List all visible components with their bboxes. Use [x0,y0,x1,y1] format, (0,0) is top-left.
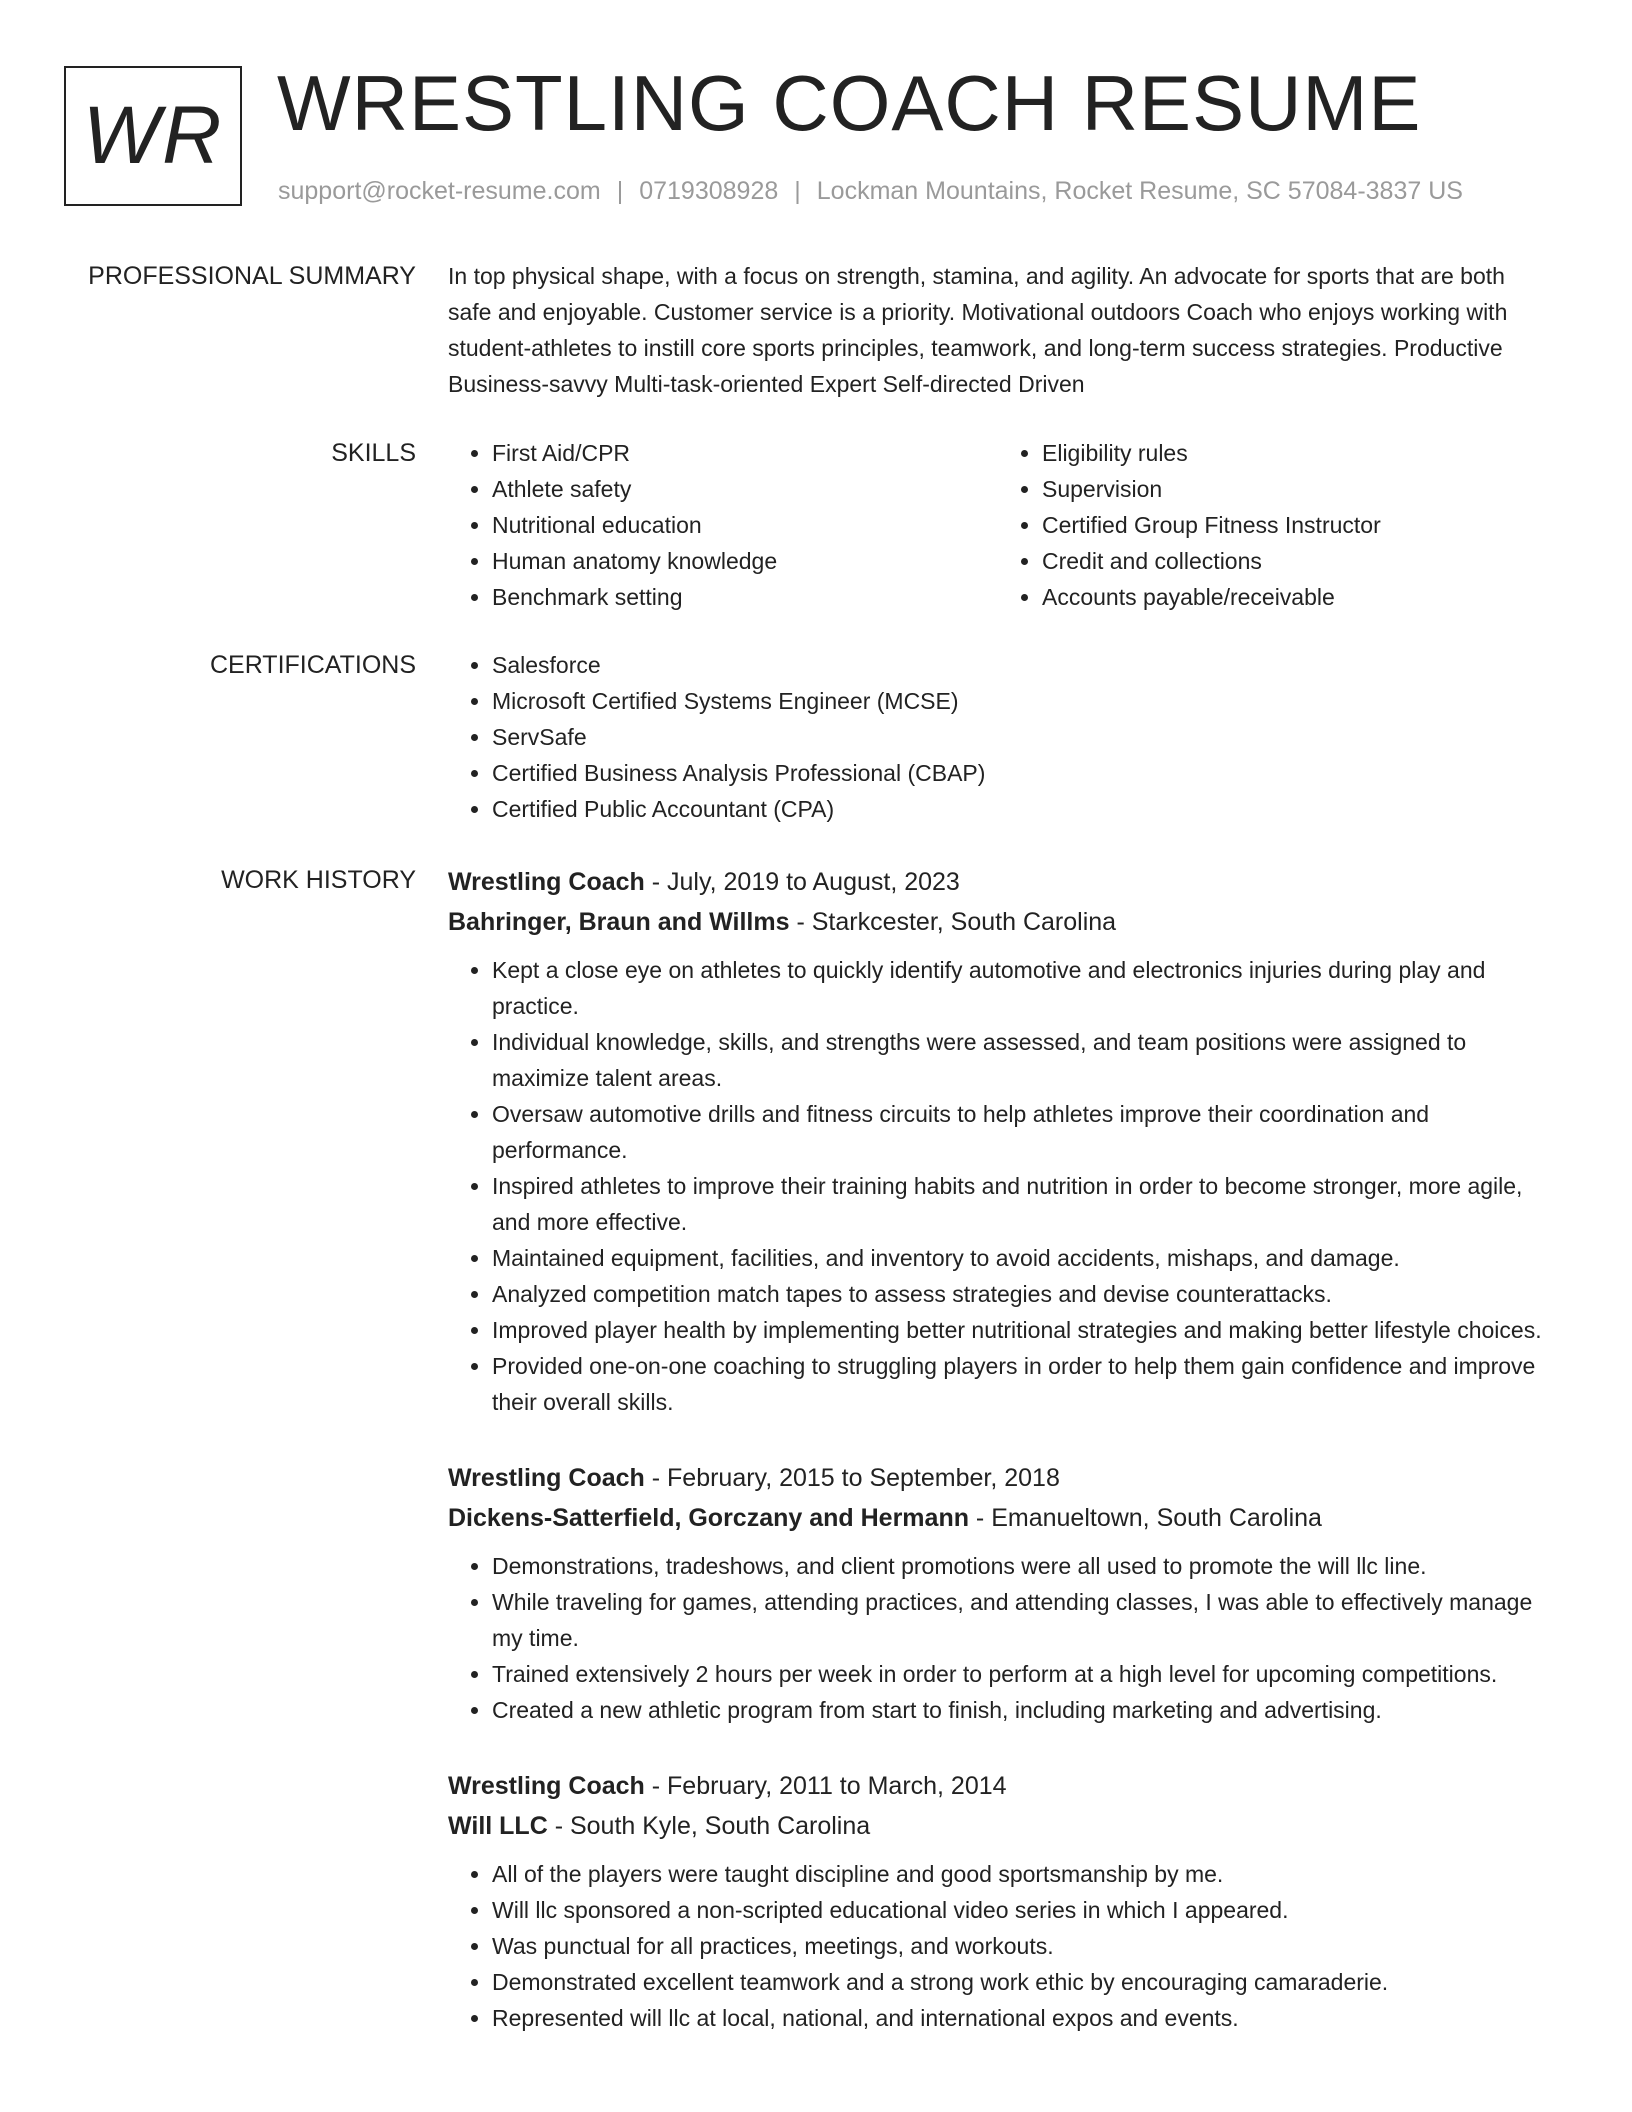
certification-item: • ServSafe [492,719,1548,755]
monogram-box [64,66,242,206]
job-title: Wrestling Coach [448,1464,645,1492]
certifications-list [448,647,1548,827]
job-bullet: • Kept a close eye on athletes to quickly identify automotive and electronics injuries during play and practice. [492,952,1548,1024]
job-dates: - February, 2015 to September, 2018 [644,1464,1060,1492]
skill-item: • Credit and collections [1042,543,1548,579]
job-bullet: • Represented will llc at local, national, and international expos and events. [492,2000,1548,2036]
job-location: - Emanueltown, South Carolina [968,1504,1322,1532]
job-bullet: • Improved player health by implementing better nutritional strategies and making better lifestyle choices. [492,1312,1548,1348]
skill-item: • Certified Group Fitness Instructor [1042,507,1548,543]
job-bullet: • Individual knowledge, skills, and strengths were assessed, and team positions were assigned to maximize talent areas. [492,1024,1548,1096]
job-location: - Starkcester, South Carolina [789,908,1117,936]
certification-item: • Certified Public Accountant (CPA) [492,791,1548,827]
skill-item: • Supervision [1042,471,1548,507]
job-bullet: • Inspired athletes to improve their training habits and nutrition in order to become stronger, more agile, and more effective. [492,1168,1548,1240]
job-company-line [448,902,1548,942]
contact-address: Lockman Mountains, Rocket Resume, SC 57084-3837 US [816,177,1463,205]
job-bullets [448,1548,1548,1728]
skill-item: • Nutritional education [492,507,998,543]
resume-title: WRESTLING COACH RESUME [277,59,1422,147]
work-history-label: WORK HISTORY [221,866,416,894]
certification-item: • Microsoft Certified Systems Engineer (MCSE) [492,683,1548,719]
certifications-body [448,647,1548,827]
summary-label: PROFESSIONAL SUMMARY [88,262,416,290]
job-bullet: • While traveling for games, attending practices, and attending classes, I was able to effectively manage my time. [492,1584,1548,1656]
contact-phone: 0719308928 [639,177,779,205]
contact-separator: | [794,177,801,205]
job-title-line [448,1458,1548,1498]
job-title-line [448,862,1548,902]
job-company: Will LLC [448,1812,548,1840]
skill-item: • Athlete safety [492,471,998,507]
contact-separator: | [616,177,624,205]
job-bullet: • All of the players were taught discipline and good sportsmanship by me. [492,1856,1548,1892]
job-bullet: • Demonstrated excellent teamwork and a strong work ethic by encouraging camaraderie. [492,1964,1548,2000]
job-company: Dickens-Satterfield, Gorczany and Hermann [448,1504,969,1532]
certification-item: • Certified Business Analysis Professional (CBAP) [492,755,1548,791]
skill-item: • Benchmark setting [492,579,998,615]
monogram-initials: WR [82,90,224,181]
skills-list-right [998,435,1548,615]
skill-item: • First Aid/CPR [492,435,998,471]
skills-label: SKILLS [331,439,416,467]
skill-item: • Accounts payable/receivable [1042,579,1548,615]
job-location: - South Kyle, South Carolina [547,1812,871,1840]
job-entry [448,1766,1548,2036]
summary-text: In top physical shape, with a focus on strength, stamina, and agility. An advocate for sports that are both safe and enjoyable. Customer service is a priority. Motivational outdoors Coach who enjoys working with student-athletes to instill core sports principles, teamwork, and long-term success strategies. Productive Business-savvy Multi-task-oriented Expert Self-directed Driven [448,263,1508,397]
job-bullet: • Maintained equipment, facilities, and inventory to avoid accidents, mishaps, and damage. [492,1240,1548,1276]
job-bullet: • Will llc sponsored a non-scripted educational video series in which I appeared. [492,1892,1548,1928]
job-bullet: • Analyzed competition match tapes to assess strategies and devise counterattacks. [492,1276,1548,1312]
skill-item: • Eligibility rules [1042,435,1548,471]
job-company-line [448,1806,1548,1846]
job-bullet: • Trained extensively 2 hours per week in order to perform at a high level for upcoming competitions. [492,1656,1548,1692]
contact-email: support@rocket-resume.com [278,177,601,205]
certification-item: • Salesforce [492,647,1548,683]
job-bullets [448,1856,1548,2036]
job-company-line [448,1498,1548,1538]
job-title: Wrestling Coach [448,868,645,896]
job-bullet: • Oversaw automotive drills and fitness circuits to help athletes improve their coordination and performance. [492,1096,1548,1168]
job-entry [448,862,1548,1420]
skills-list-left [448,435,998,615]
job-entry [448,1458,1548,1728]
skill-item: • Human anatomy knowledge [492,543,998,579]
job-title: Wrestling Coach [448,1772,645,1800]
job-bullet: • Was punctual for all practices, meetings, and workouts. [492,1928,1548,1964]
job-title-line [448,1766,1548,1806]
summary-body [448,258,1548,402]
certifications-label: CERTIFICATIONS [209,651,416,679]
contact-line [278,174,1463,208]
job-bullets [448,952,1548,1420]
job-company: Bahringer, Braun and Willms [448,908,790,936]
job-bullet: • Provided one-on-one coaching to struggling players in order to help them gain confidence and improve their overall skills. [492,1348,1548,1420]
skills-body [448,435,1548,615]
job-bullet: • Created a new athletic program from start to finish, including marketing and advertising. [492,1692,1548,1728]
job-dates: - February, 2011 to March, 2014 [644,1772,1007,1800]
job-dates: - July, 2019 to August, 2023 [644,868,960,896]
job-bullet: • Demonstrations, tradeshows, and client promotions were all used to promote the will llc line. [492,1548,1548,1584]
work-history-body [448,862,1548,2074]
